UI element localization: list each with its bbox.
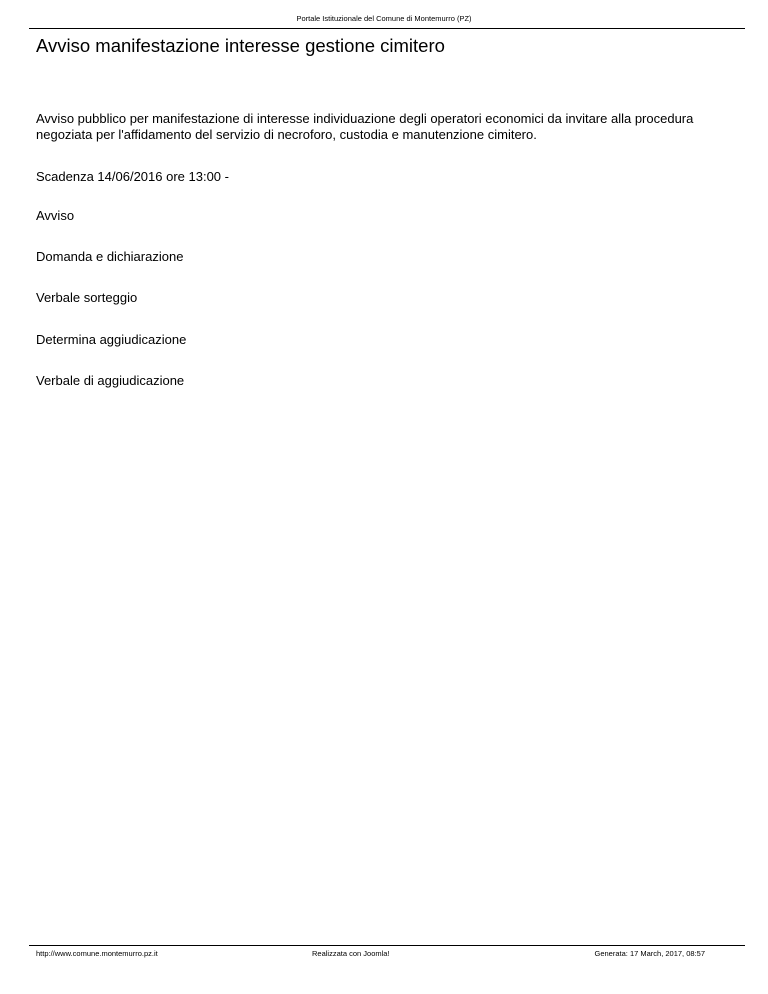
portal-header: Portale Istituzionale del Comune di Montemurro (PZ) [296,14,472,23]
page-title: Avviso manifestazione interesse gestione cimitero [36,35,445,56]
footer-divider [29,945,745,946]
header-divider [29,28,745,29]
document-link-domanda[interactable]: Domanda e dichiarazione [36,249,184,264]
document-link-avviso[interactable]: Avviso [36,208,75,223]
article-intro: Avviso pubblico per manifestazione di interesse individuazione degli operatori economici da invitare alla procedura negoziata per l'affidamento del servizio di necroforo, custodia e manutenzione cimitero. [36,111,694,142]
deadline-text: Scadenza 14/06/2016 ore 13:00 - [36,169,229,184]
document-link-verbale-sorteggio[interactable]: Verbale sorteggio [36,290,138,305]
document-link-verbale-aggiudicazione[interactable]: Verbale di aggiudicazione [36,373,185,388]
footer-generated-date: Generata: 17 March, 2017, 08:57 [594,949,705,958]
footer-powered-by: Realizzata con Joomla! [312,949,390,958]
document-link-determina[interactable]: Determina aggiudicazione [36,332,187,347]
footer-site-url[interactable]: http://www.comune.montemurro.pz.it [36,949,158,958]
